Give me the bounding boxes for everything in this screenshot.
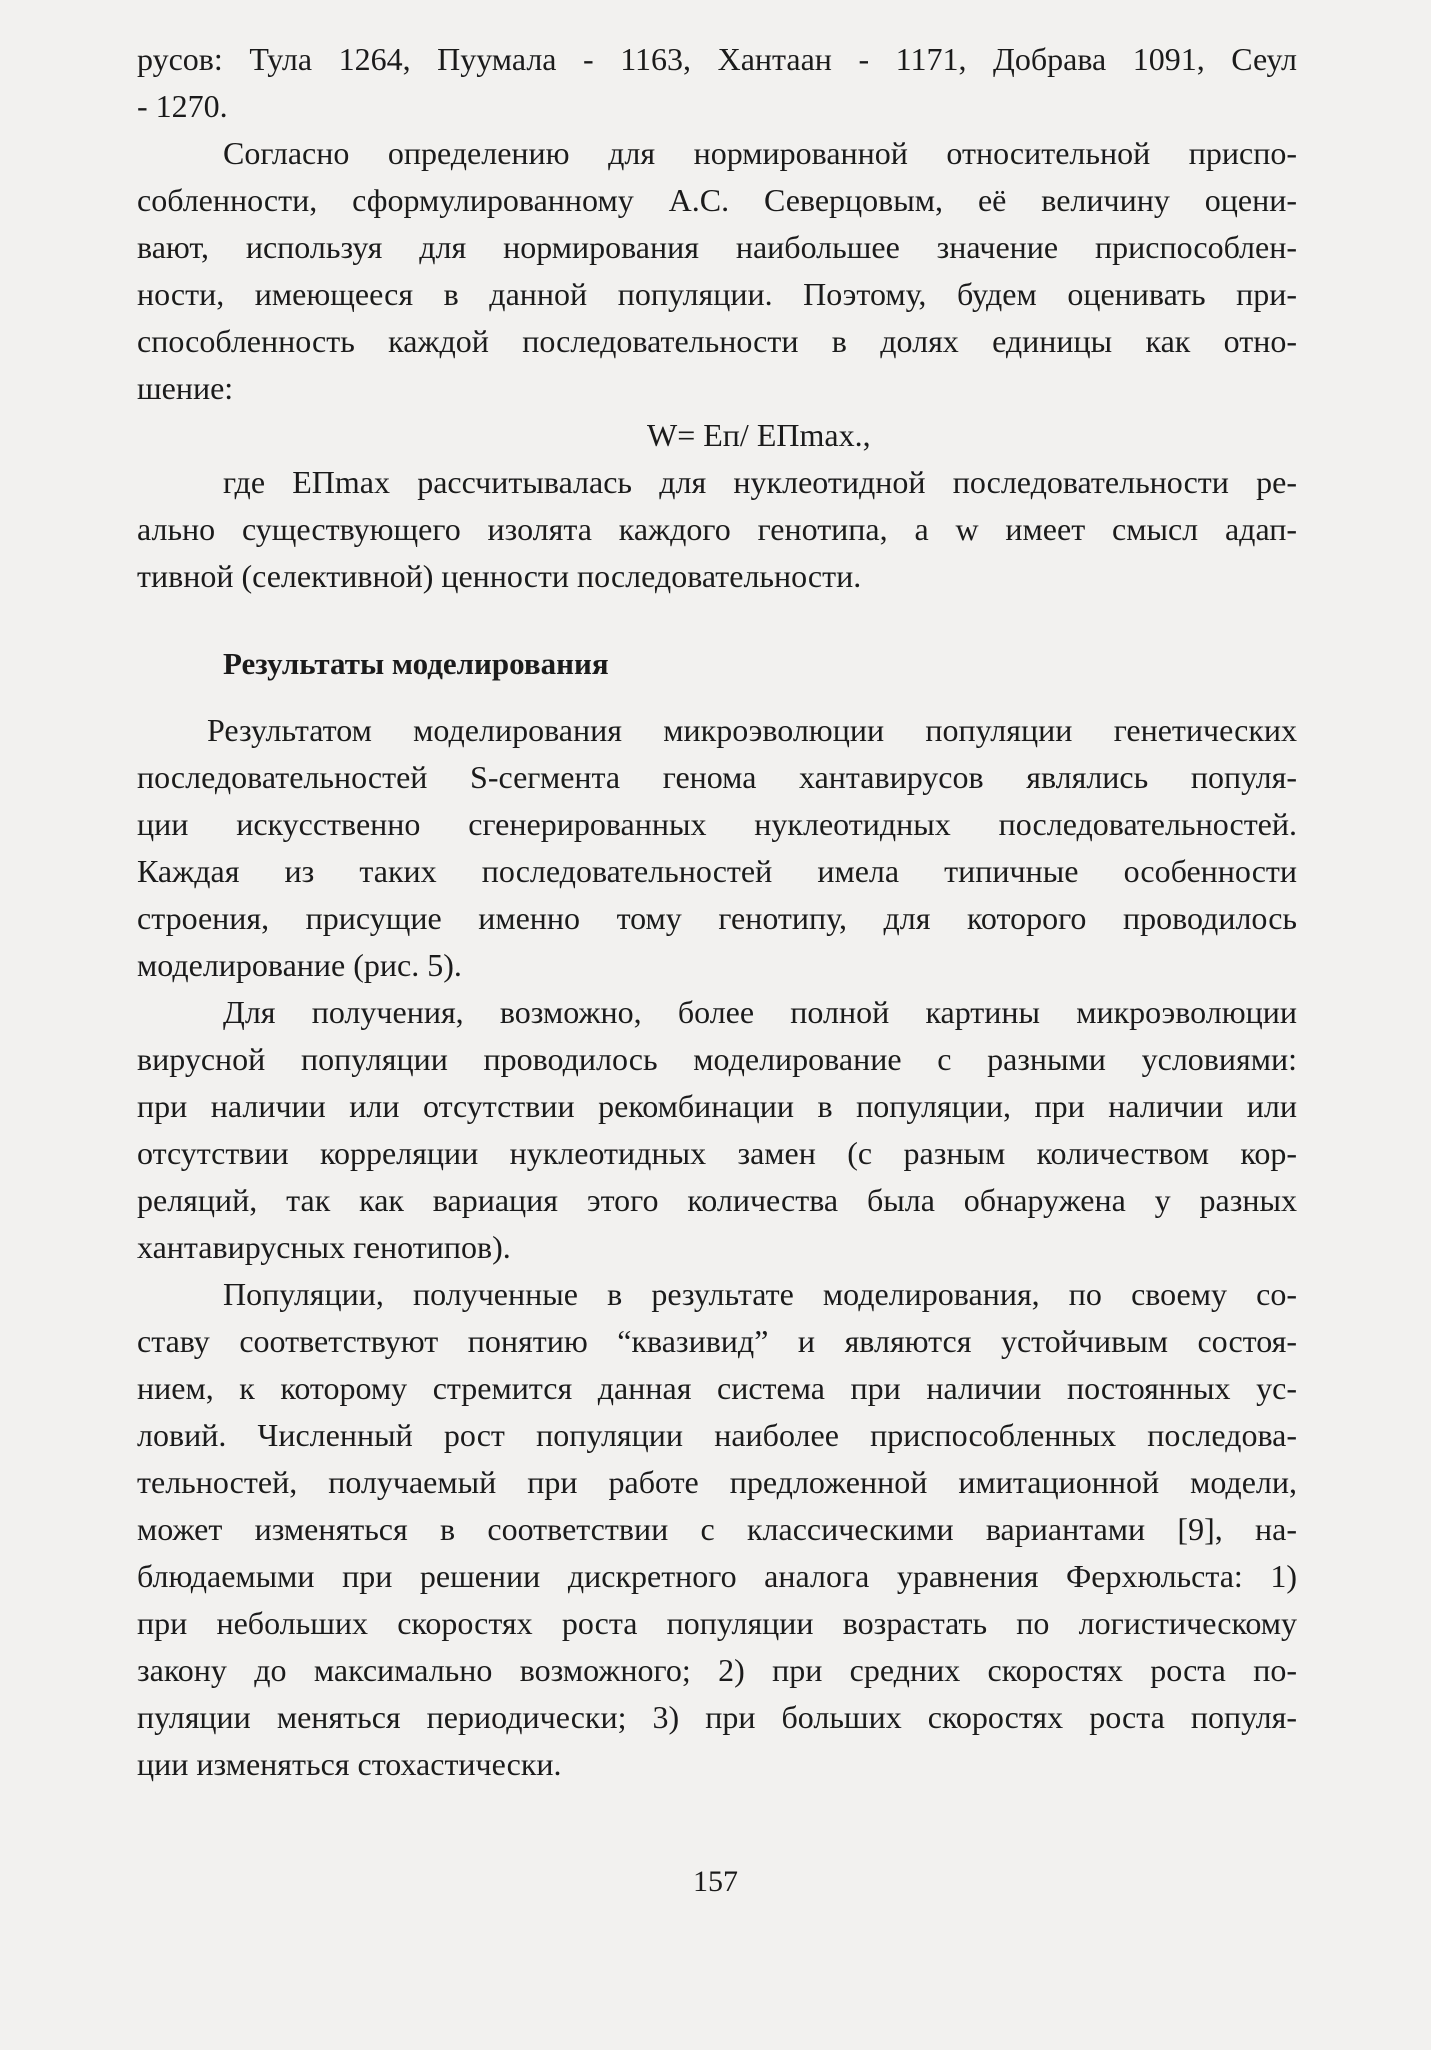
text-line: при наличии или отсутствии рекомбинации в популяции, при наличии или: [137, 1088, 1297, 1124]
text-line: собленности, сформулированному А.С. Северцовым, её величину оцени-: [137, 182, 1297, 218]
paragraph-modeling-conditions: [137, 989, 1297, 1271]
formula: W= Еп/ ЕПmax.,: [647, 417, 871, 453]
text-line: закону до максимально возможного; 2) при средних скоростях роста по-: [137, 1652, 1297, 1688]
paragraph-fitness-definition: [137, 130, 1297, 412]
text-line: Результатом моделирования микроэволюции популяции генетических: [207, 712, 1297, 748]
text-line: моделирование (рис. 5).: [137, 947, 462, 983]
text-line: ности, имеющееся в данной популяции. Поэтому, будем оценивать при-: [137, 276, 1297, 312]
text-line: ции изменяться стохастически.: [137, 1746, 562, 1782]
text-line: ставу соответствуют понятию “квазивид” и являются устойчивым состоя-: [137, 1323, 1297, 1359]
text-line: вают, используя для нормирования наибольшее значение приспособлен-: [137, 229, 1297, 265]
text-line: русов: Тула 1264, Пуумала - 1163, Хантаан - 1171, Добрава 1091, Сеул: [137, 41, 1297, 77]
page-number: 157: [693, 1865, 738, 1898]
intro-paragraph: [137, 36, 1297, 130]
text-line: блюдаемыми при решении дискретного аналога уравнения Ферхюльста: 1): [137, 1558, 1297, 1594]
text-line: реляций, так как вариация этого количества была обнаружена у разных: [137, 1182, 1297, 1218]
text-line: Для получения, возможно, более полной картины микроэволюции: [223, 994, 1297, 1030]
text-line: где ЕПmax рассчитывалась для нуклеотидной последовательности ре-: [223, 464, 1297, 500]
text-line: строения, присущие именно тому генотипу, для которого проводилось: [137, 900, 1297, 936]
paragraph-modeling-results: [137, 707, 1297, 989]
text-line: Каждая из таких последовательностей имела типичные особенности: [137, 853, 1297, 889]
text-line: вирусной популяции проводилось моделирование с разными условиями:: [137, 1041, 1297, 1077]
text-line: последовательностей S-сегмента генома хантавирусов являлись популя-: [137, 759, 1297, 795]
text-line: - 1270.: [137, 88, 228, 124]
text-line: тельностей, получаемый при работе предложенной имитационной модели,: [137, 1464, 1297, 1500]
text-line: тивной (селективной) ценности последовательности.: [137, 558, 862, 594]
text-line: нием, к которому стремится данная система при наличии постоянных ус-: [137, 1370, 1297, 1406]
text-line: пуляции меняться периодически; 3) при больших скоростях роста популя-: [137, 1699, 1297, 1735]
text-line: ции искусственно сгенерированных нуклеотидных последовательностей.: [137, 806, 1297, 842]
text-line: Популяции, полученные в результате моделирования, по своему со-: [223, 1276, 1297, 1312]
paragraph-quasispecies: [137, 1271, 1297, 1788]
text-line: шение:: [137, 370, 234, 406]
page-body: [137, 36, 1297, 1788]
text-line: может изменяться в соответствии с классическими вариантами [9], на-: [137, 1511, 1297, 1547]
text-line: ловий. Численный рост популяции наиболее приспособленных последова-: [137, 1417, 1297, 1453]
text-line: отсутствии корреляции нуклеотидных замен (с разным количеством кор-: [137, 1135, 1297, 1171]
text-line: способленность каждой последовательности в долях единицы как отно-: [137, 323, 1297, 359]
text-line: ально существующего изолята каждого генотипа, а w имеет смысл адап-: [137, 511, 1297, 547]
text-line: при небольших скоростях роста популяции возрастать по логистическому: [137, 1605, 1297, 1641]
text-line: Согласно определению для нормированной относительной приспо-: [223, 135, 1297, 171]
text-line: хантавирусных генотипов).: [137, 1229, 511, 1265]
section-heading: Результаты моделирования: [223, 646, 609, 681]
paragraph-formula-explanation: [137, 459, 1297, 600]
